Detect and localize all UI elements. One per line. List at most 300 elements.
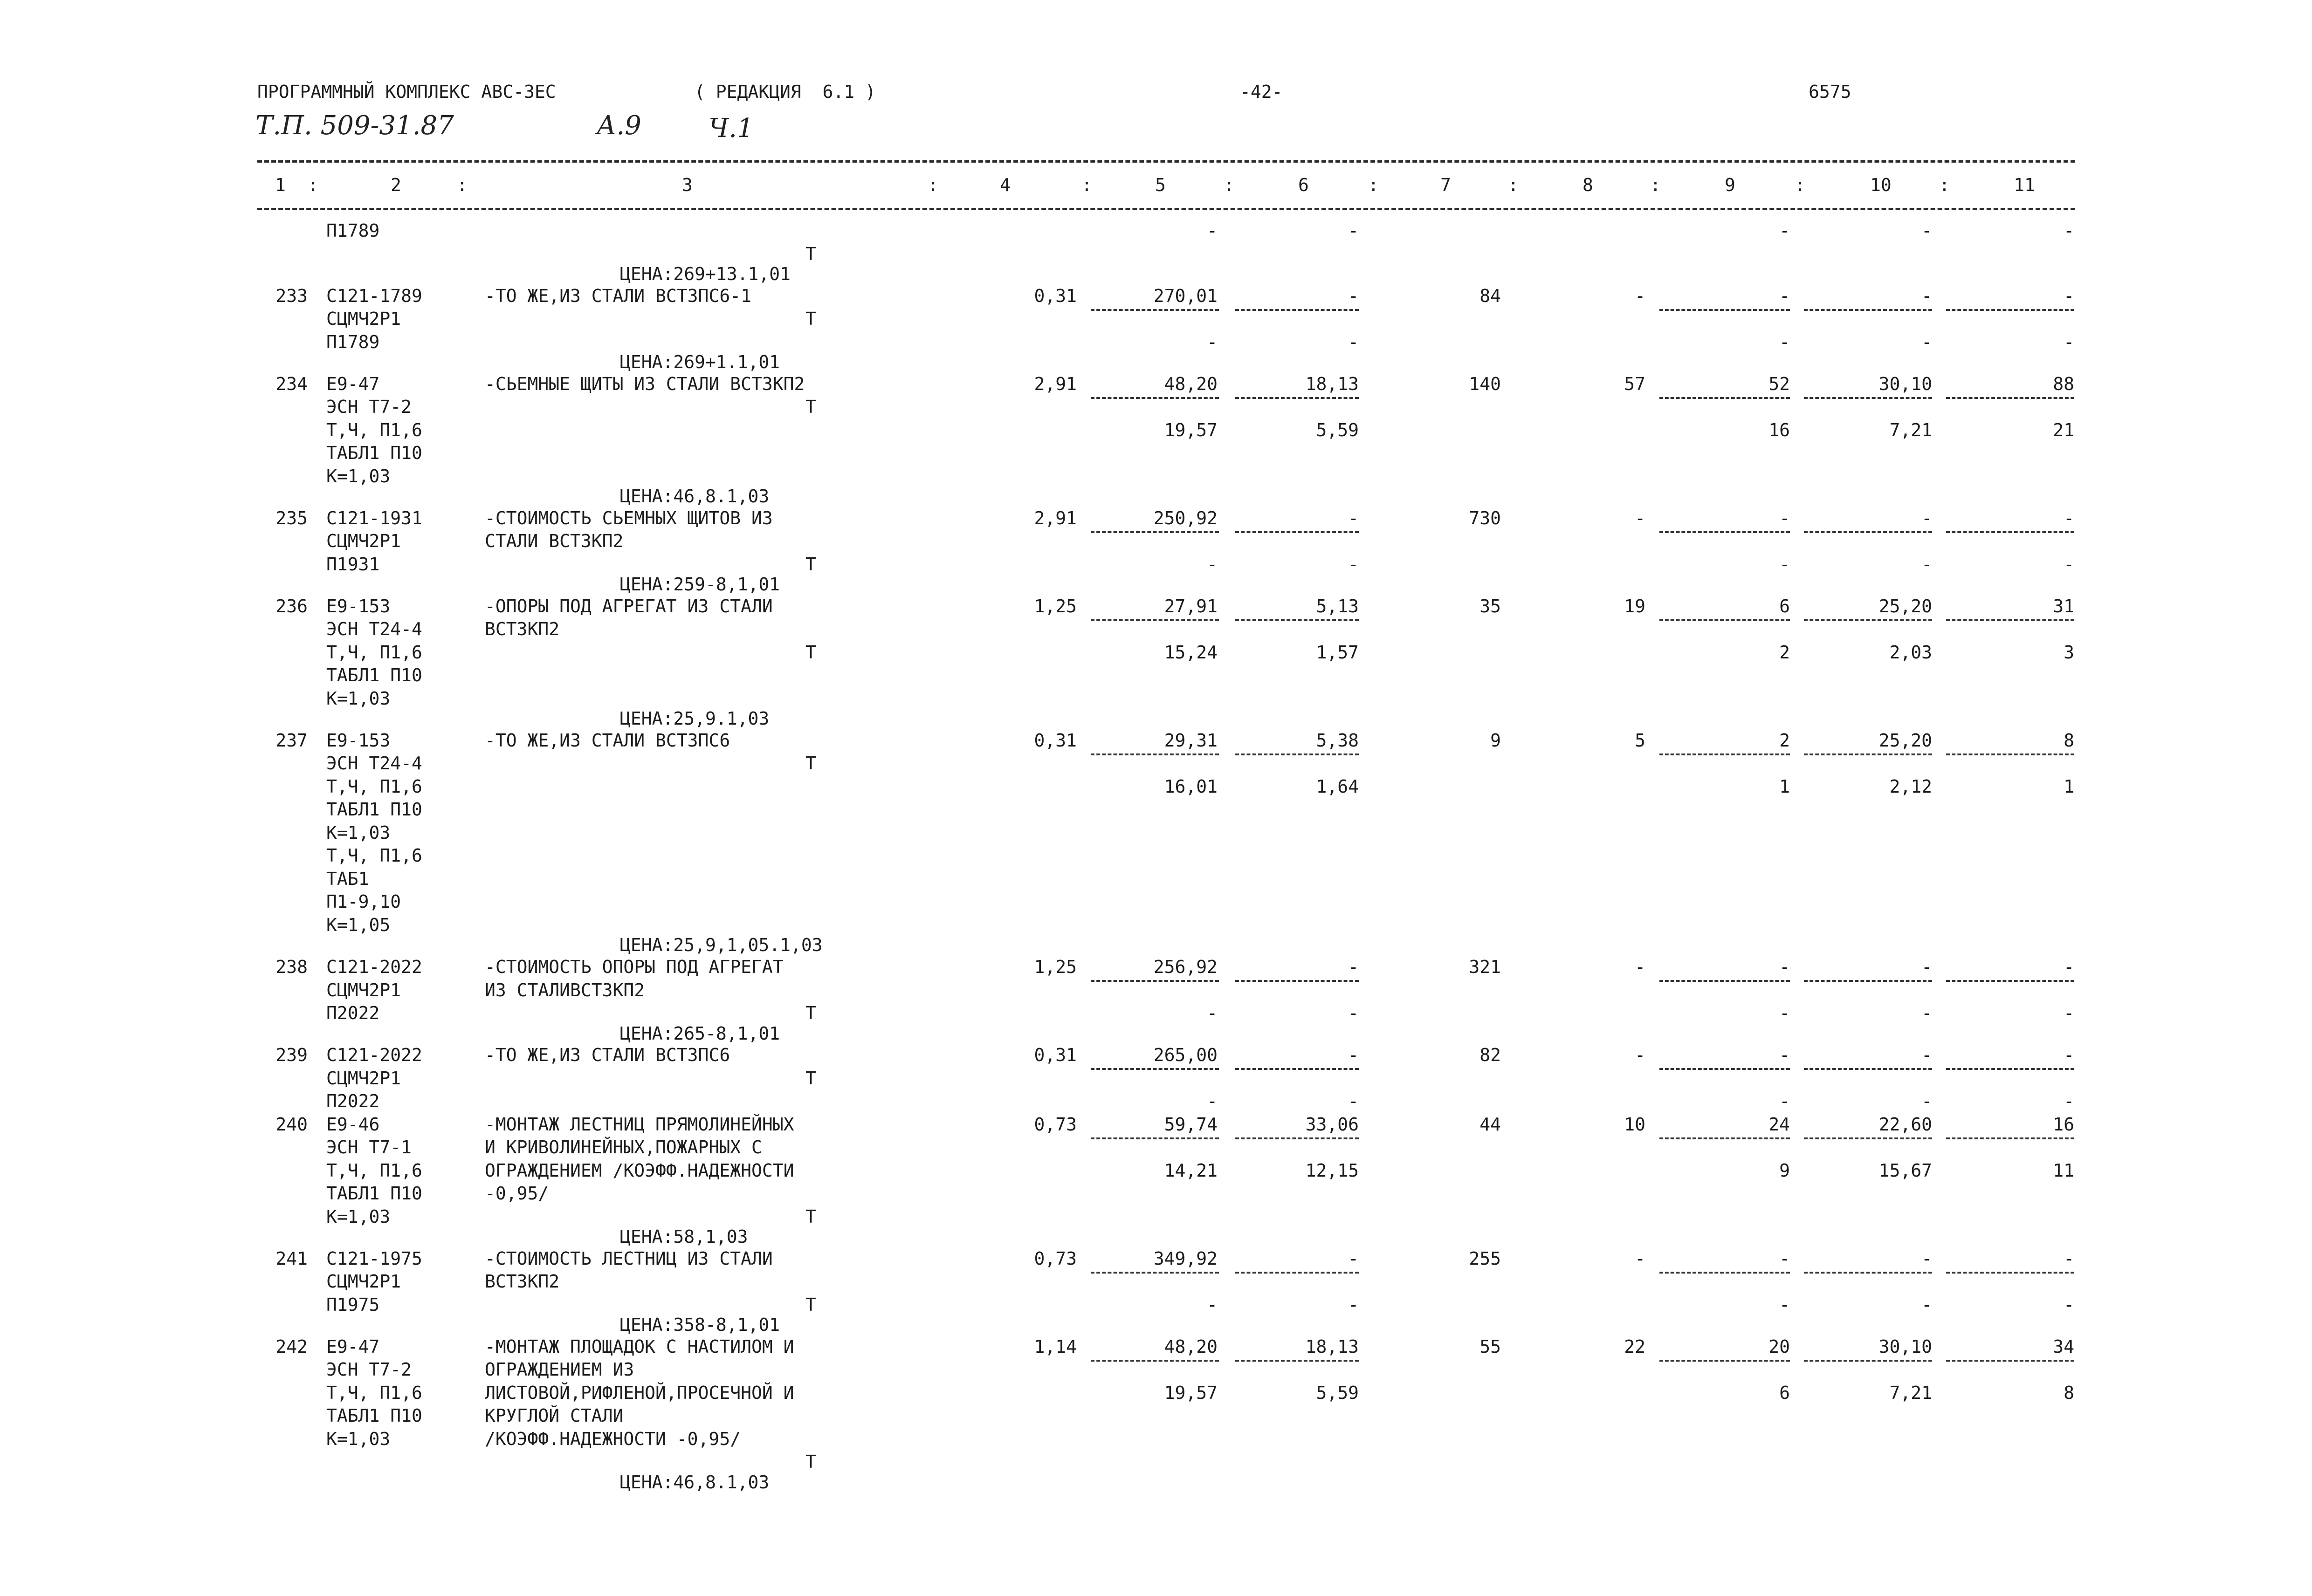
row-236-code-line: ТАБЛ1 П10: [326, 665, 422, 686]
row-234-unit-mech: 18,13: [1305, 373, 1359, 394]
row-240-labor-unit: 22,60: [1878, 1114, 1932, 1135]
row-238-labor-unit: -: [1921, 957, 1932, 978]
row-242-unit-cost: 48,20: [1164, 1336, 1218, 1357]
row-238-labor-total-mech: -: [2064, 1003, 2074, 1024]
row-233-unit-cost: 270,01: [1153, 285, 1218, 306]
row-238-description-line: ИЗ СТАЛИВСТ3КП2: [485, 980, 645, 1000]
sub-rule: [1091, 531, 1219, 533]
row-238-price-label: ЦЕНА:265-8,1,01: [620, 1023, 780, 1044]
row-234-quantity: 2,91: [1034, 373, 1077, 394]
column-header-10: 10: [1870, 175, 1892, 195]
sub-rule: [1946, 531, 2074, 533]
row-237-description-line: -ТО ЖЕ,ИЗ СТАЛИ ВСТ3ПС6: [485, 730, 730, 751]
row-238-mech-wage: -: [1779, 1003, 1790, 1024]
row-236-description-line: -ОПОРЫ ПОД АГРЕГАТ ИЗ СТАЛИ: [485, 596, 773, 616]
row-240-labor-unit-mech: 15,67: [1878, 1160, 1932, 1181]
column-separator: :: [928, 175, 938, 195]
row-238-unit-mech-wage: -: [1348, 1003, 1359, 1024]
row-241-number: 241: [275, 1248, 308, 1269]
column-separator: :: [1368, 175, 1379, 195]
sub-rule: [1659, 1137, 1790, 1139]
sub-rule: [1946, 1360, 2074, 1362]
row-239-labor-total: -: [2064, 1045, 2074, 1066]
row-242-total: 55: [1479, 1336, 1501, 1357]
row-239-total: 82: [1479, 1045, 1501, 1066]
row-240-number: 240: [275, 1114, 308, 1135]
row-233-mech-total: -: [1779, 285, 1790, 306]
column-header-1: 1: [275, 175, 286, 195]
row-238-labor-unit-mech: -: [1921, 1003, 1932, 1024]
sub-rule: [1804, 1360, 1932, 1362]
row-235-quantity: 2,91: [1034, 507, 1077, 528]
sub-rule: [1659, 531, 1790, 533]
row-240-code-line: ЭСН Т7-1: [326, 1137, 412, 1158]
row-cont-code-line: П1789: [326, 220, 380, 241]
row-240-unit-cost: 59,74: [1164, 1114, 1218, 1135]
sub-rule: [1235, 397, 1359, 399]
column-separator: :: [1224, 175, 1234, 195]
row-235-mech-wage: -: [1779, 554, 1790, 575]
row-236-code-line: К=1,03: [326, 688, 391, 709]
row-235-labor-unit: -: [1921, 507, 1932, 528]
row-235-t-marker: T: [805, 554, 816, 575]
row-233-price-label: ЦЕНА:269+1.1,01: [620, 352, 780, 373]
row-242-number: 242: [275, 1336, 308, 1357]
row-239-mech-total: -: [1779, 1045, 1790, 1066]
row-237-code-line: Т,Ч, П1,6: [326, 776, 422, 797]
row-237-mech-wage: 1: [1779, 776, 1790, 797]
sub-rule: [1235, 619, 1359, 621]
sub-rule: [1659, 309, 1790, 311]
row-cont-labor-total-mech: -: [2064, 220, 2074, 241]
row-239-code-line: С121-2022: [326, 1045, 422, 1066]
row-236-labor-total: 31: [2053, 596, 2074, 616]
row-235-price-label: ЦЕНА:259-8,1,01: [620, 574, 780, 595]
row-240-description-line: -МОНТАЖ ЛЕСТНИЦ ПРЯМОЛИНЕЙНЫХ: [485, 1114, 794, 1135]
row-233-labor-total: -: [2064, 285, 2074, 306]
row-233-code-line: С121-1789: [326, 285, 422, 306]
sub-rule: [1091, 980, 1219, 982]
row-240-code-line: ТАБЛ1 П10: [326, 1183, 422, 1204]
sub-rule: [1091, 1272, 1219, 1274]
sub-rule: [1946, 309, 2074, 311]
row-236-quantity: 1,25: [1034, 596, 1077, 616]
row-238-unit-mech: -: [1348, 957, 1359, 978]
row-236-mech-total: 6: [1779, 596, 1790, 616]
column-separator: :: [457, 175, 468, 195]
row-242-code-line: ТАБЛ1 П10: [326, 1405, 422, 1426]
sub-rule: [1091, 753, 1219, 755]
row-233-labor-unit-mech: -: [1921, 331, 1932, 352]
row-cont-mech-wage: -: [1779, 220, 1790, 241]
row-234-labor-total: 88: [2053, 373, 2074, 394]
sub-rule: [1091, 1137, 1219, 1139]
sub-rule: [1659, 619, 1790, 621]
row-240-wages: 10: [1624, 1114, 1645, 1135]
row-234-code-line: Т,Ч, П1,6: [326, 419, 422, 440]
row-236-unit-cost-wage: 15,24: [1164, 642, 1218, 663]
row-233-code-line: П1789: [326, 331, 380, 352]
row-234-unit-cost: 48,20: [1164, 373, 1218, 394]
row-234-labor-total-mech: 21: [2053, 419, 2074, 440]
sub-rule: [1235, 531, 1359, 533]
row-234-code-line: Е9-47: [326, 373, 380, 394]
row-240-mech-total: 24: [1768, 1114, 1790, 1135]
row-242-labor-total-mech: 8: [2064, 1382, 2074, 1403]
row-238-number: 238: [275, 957, 308, 978]
row-242-labor-unit-mech: 7,21: [1889, 1382, 1932, 1403]
row-240-quantity: 0,73: [1034, 1114, 1077, 1135]
row-238-quantity: 1,25: [1034, 957, 1077, 978]
row-240-code-line: К=1,03: [326, 1206, 391, 1227]
sub-rule: [1659, 1068, 1790, 1070]
row-237-unit-cost-wage: 16,01: [1164, 776, 1218, 797]
row-239-quantity: 0,31: [1034, 1045, 1077, 1066]
row-234-total: 140: [1469, 373, 1501, 394]
sub-rule: [1659, 980, 1790, 982]
row-235-description-line: -СТОИМОСТЬ СЬЕМНЫХ ЩИТОВ ИЗ: [485, 507, 773, 528]
row-237-code-line: ТАБЛ1 П10: [326, 799, 422, 820]
row-236-unit-mech-wage: 1,57: [1316, 642, 1359, 663]
column-header-6: 6: [1298, 175, 1309, 195]
row-240-total: 44: [1479, 1114, 1501, 1135]
row-241-code-line: С121-1975: [326, 1248, 422, 1269]
row-240-unit-mech-wage: 12,15: [1305, 1160, 1359, 1181]
row-233-description-line: -ТО ЖЕ,ИЗ СТАЛИ ВСТ3ПС6-1: [485, 285, 751, 306]
row-234-mech-total: 52: [1768, 373, 1790, 394]
row-237-labor-unit-mech: 2,12: [1889, 776, 1932, 797]
row-236-wages: 19: [1624, 596, 1645, 616]
row-cont-labor-unit-mech: -: [1921, 220, 1932, 241]
row-240-t-marker: T: [805, 1206, 816, 1227]
row-233-number: 233: [275, 285, 308, 306]
row-241-total: 255: [1469, 1248, 1501, 1269]
sub-rule: [1235, 1068, 1359, 1070]
row-233-wages: -: [1635, 285, 1645, 306]
sub-rule: [1804, 619, 1932, 621]
sub-rule: [1804, 397, 1932, 399]
sub-rule: [1946, 1272, 2074, 1274]
row-242-quantity: 1,14: [1034, 1336, 1077, 1357]
row-239-wages: -: [1635, 1045, 1645, 1066]
row-235-code-line: П1931: [326, 554, 380, 575]
row-241-description-line: ВСТ3КП2: [485, 1271, 560, 1292]
page-number: -42-: [1240, 82, 1283, 102]
row-241-code-line: СЦМЧ2Р1: [326, 1271, 401, 1292]
row-242-labor-unit: 30,10: [1878, 1336, 1932, 1357]
row-234-t-marker: T: [805, 397, 816, 418]
row-235-labor-total-mech: -: [2064, 554, 2074, 575]
sub-rule: [1659, 1272, 1790, 1274]
header-rule-top: [257, 160, 2075, 163]
row-236-code-line: Т,Ч, П1,6: [326, 642, 422, 663]
row-237-mech-total: 2: [1779, 730, 1790, 751]
row-236-t-marker: T: [805, 642, 816, 663]
sub-rule: [1235, 980, 1359, 982]
row-240-description-line: -0,95/: [485, 1183, 549, 1204]
row-242-mech-total: 20: [1768, 1336, 1790, 1357]
row-239-labor-unit: -: [1921, 1045, 1932, 1066]
row-235-unit-cost: 250,92: [1153, 507, 1218, 528]
row-233-labor-unit: -: [1921, 285, 1932, 306]
row-235-description-line: СТАЛИ ВСТ3КП2: [485, 531, 624, 552]
row-236-code-line: Е9-153: [326, 596, 391, 616]
column-header-8: 8: [1583, 175, 1593, 195]
row-242-code-line: Е9-47: [326, 1336, 380, 1357]
sub-rule: [1946, 397, 2074, 399]
header-rule-bottom: [257, 208, 2075, 210]
row-235-unit-cost-wage: -: [1207, 554, 1218, 575]
sub-rule: [1235, 1360, 1359, 1362]
row-238-code-line: С121-2022: [326, 957, 422, 978]
row-237-code-line: К=1,05: [326, 914, 391, 935]
row-cont-price-label: ЦЕНА:269+13.1,01: [620, 264, 791, 284]
row-240-description-line: И КРИВОЛИНЕЙНЫХ,ПОЖАРНЫХ С: [485, 1137, 762, 1158]
row-241-description-line: -СТОИМОСТЬ ЛЕСТНИЦ ИЗ СТАЛИ: [485, 1248, 773, 1269]
sub-rule: [1946, 753, 2074, 755]
sub-rule: [1804, 1272, 1932, 1274]
row-234-code-line: ЭСН Т7-2: [326, 397, 412, 418]
row-235-wages: -: [1635, 507, 1645, 528]
column-separator: :: [308, 175, 318, 195]
row-237-code-line: Е9-153: [326, 730, 391, 751]
sub-rule: [1804, 1068, 1932, 1070]
row-237-quantity: 0,31: [1034, 730, 1077, 751]
sub-rule: [1091, 397, 1219, 399]
sub-rule: [1659, 753, 1790, 755]
row-233-total: 84: [1479, 285, 1501, 306]
column-header-9: 9: [1725, 175, 1735, 195]
row-241-unit-mech: -: [1348, 1248, 1359, 1269]
row-238-t-marker: T: [805, 1003, 816, 1024]
row-234-mech-wage: 16: [1768, 419, 1790, 440]
row-237-code-line: Т,Ч, П1,6: [326, 845, 422, 866]
row-241-price-label: ЦЕНА:358-8,1,01: [620, 1315, 780, 1336]
row-236-labor-unit-mech: 2,03: [1889, 642, 1932, 663]
row-240-price-label: ЦЕНА:58,1,03: [620, 1226, 748, 1247]
row-241-unit-cost: 349,92: [1153, 1248, 1218, 1269]
row-240-unit-cost-wage: 14,21: [1164, 1160, 1218, 1181]
row-241-mech-wage: -: [1779, 1294, 1790, 1315]
row-cont-unit-mech-wage: -: [1348, 220, 1359, 241]
row-235-total: 730: [1469, 507, 1501, 528]
row-236-description-line: ВСТ3КП2: [485, 619, 560, 640]
row-240-code-line: Т,Ч, П1,6: [326, 1160, 422, 1181]
handwritten-album: А.9: [597, 110, 641, 141]
row-cont-t-marker: T: [805, 243, 816, 264]
row-235-unit-mech: -: [1348, 507, 1359, 528]
sub-rule: [1091, 1360, 1219, 1362]
row-238-labor-total: -: [2064, 957, 2074, 978]
sub-rule: [1804, 980, 1932, 982]
row-237-unit-mech: 5,38: [1316, 730, 1359, 751]
sub-rule: [1804, 309, 1932, 311]
row-241-unit-mech-wage: -: [1348, 1294, 1359, 1315]
column-separator: :: [1939, 175, 1950, 195]
row-241-labor-total: -: [2064, 1248, 2074, 1269]
row-237-wages: 5: [1635, 730, 1645, 751]
row-233-mech-wage: -: [1779, 331, 1790, 352]
row-240-labor-total: 16: [2053, 1114, 2074, 1135]
row-233-unit-mech: -: [1348, 285, 1359, 306]
row-234-code-line: ТАБЛ1 П10: [326, 443, 422, 464]
row-237-labor-total-mech: 1: [2064, 776, 2074, 797]
row-241-mech-total: -: [1779, 1248, 1790, 1269]
row-238-unit-cost: 256,92: [1153, 957, 1218, 978]
sub-rule: [1091, 619, 1219, 621]
column-separator: :: [1795, 175, 1805, 195]
row-242-t-marker: T: [805, 1452, 816, 1473]
column-header-4: 4: [1000, 175, 1011, 195]
row-236-labor-unit: 25,20: [1878, 596, 1932, 616]
row-242-wages: 22: [1624, 1336, 1645, 1357]
row-238-unit-cost-wage: -: [1207, 1003, 1218, 1024]
row-237-code-line: ТАБ1: [326, 868, 369, 889]
row-241-labor-unit-mech: -: [1921, 1294, 1932, 1315]
row-239-labor-total-mech: -: [2064, 1091, 2074, 1112]
edition-label: ( РЕДАКЦИЯ 6.1 ): [695, 82, 876, 102]
row-235-labor-unit-mech: -: [1921, 554, 1932, 575]
row-242-description-line: ОГРАЖДЕНИЕМ ИЗ: [485, 1359, 634, 1380]
row-238-wages: -: [1635, 957, 1645, 978]
row-237-labor-unit: 25,20: [1878, 730, 1932, 751]
column-header-11: 11: [2014, 175, 2035, 195]
column-header-2: 2: [391, 175, 401, 195]
sub-rule: [1659, 397, 1790, 399]
row-237-code-line: К=1,03: [326, 822, 391, 843]
row-233-code-line: СЦМЧ2Р1: [326, 308, 401, 329]
sub-rule: [1946, 1137, 2074, 1139]
row-242-code-line: К=1,03: [326, 1428, 391, 1449]
row-240-unit-mech: 33,06: [1305, 1114, 1359, 1135]
row-239-unit-cost: 265,00: [1153, 1045, 1218, 1066]
sub-rule: [1235, 309, 1359, 311]
row-237-total: 9: [1490, 730, 1501, 751]
row-237-unit-cost: 29,31: [1164, 730, 1218, 751]
row-233-quantity: 0,31: [1034, 285, 1077, 306]
row-237-price-label: ЦЕНА:25,9,1,05.1,03: [620, 935, 823, 956]
row-234-number: 234: [275, 373, 308, 394]
sub-rule: [1946, 619, 2074, 621]
row-242-labor-total: 34: [2053, 1336, 2074, 1357]
column-header-5: 5: [1155, 175, 1166, 195]
row-241-quantity: 0,73: [1034, 1248, 1077, 1269]
row-235-number: 235: [275, 507, 308, 528]
row-236-unit-cost: 27,91: [1164, 596, 1218, 616]
row-242-unit-cost-wage: 19,57: [1164, 1382, 1218, 1403]
sub-rule: [1946, 1068, 2074, 1070]
row-241-code-line: П1975: [326, 1294, 380, 1315]
column-separator: :: [1508, 175, 1519, 195]
row-236-mech-wage: 2: [1779, 642, 1790, 663]
row-234-code-line: К=1,03: [326, 466, 391, 486]
row-241-labor-total-mech: -: [2064, 1294, 2074, 1315]
row-235-code-line: СЦМЧ2Р1: [326, 531, 401, 552]
row-238-total: 321: [1469, 957, 1501, 978]
column-header-3: 3: [682, 175, 693, 195]
row-242-unit-mech: 18,13: [1305, 1336, 1359, 1357]
row-233-t-marker: T: [805, 308, 816, 329]
row-242-mech-wage: 6: [1779, 1382, 1790, 1403]
row-239-mech-wage: -: [1779, 1091, 1790, 1112]
row-233-labor-total-mech: -: [2064, 331, 2074, 352]
row-239-description-line: -ТО ЖЕ,ИЗ СТАЛИ ВСТ3ПС6: [485, 1045, 730, 1066]
row-242-unit-mech-wage: 5,59: [1316, 1382, 1359, 1403]
row-236-code-line: ЭСН Т24-4: [326, 619, 422, 640]
row-239-code-line: СЦМЧ2Р1: [326, 1068, 401, 1089]
program-title: ПРОГРАММНЫЙ КОМПЛЕКС АВС-3ЕС: [257, 82, 556, 102]
row-234-labor-unit: 30,10: [1878, 373, 1932, 394]
row-241-unit-cost-wage: -: [1207, 1294, 1218, 1315]
row-239-unit-mech-wage: -: [1348, 1091, 1359, 1112]
sub-rule: [1804, 531, 1932, 533]
sub-rule: [1804, 1137, 1932, 1139]
row-239-unit-mech: -: [1348, 1045, 1359, 1066]
sub-rule: [1659, 1360, 1790, 1362]
sub-rule: [1946, 980, 2074, 982]
row-237-labor-total: 8: [2064, 730, 2074, 751]
row-237-t-marker: T: [805, 753, 816, 774]
row-242-code-line: ЭСН Т7-2: [326, 1359, 412, 1380]
row-237-unit-mech-wage: 1,64: [1316, 776, 1359, 797]
row-235-code-line: С121-1931: [326, 507, 422, 528]
row-237-number: 237: [275, 730, 308, 751]
row-241-wages: -: [1635, 1248, 1645, 1269]
sub-rule: [1804, 753, 1932, 755]
row-234-wages: 57: [1624, 373, 1645, 394]
sub-rule: [1091, 309, 1219, 311]
handwritten-tp-number: Т.П. 509-31.87: [255, 110, 454, 141]
row-242-price-label: ЦЕНА:46,8.1,03: [620, 1472, 770, 1493]
column-separator: :: [1081, 175, 1092, 195]
row-239-number: 239: [275, 1045, 308, 1066]
sheet-code: 6575: [1809, 82, 1851, 102]
row-239-t-marker: T: [805, 1068, 816, 1089]
sub-rule: [1235, 753, 1359, 755]
row-238-description-line: -СТОИМОСТЬ ОПОРЫ ПОД АГРЕГАТ: [485, 957, 784, 978]
row-233-unit-cost-wage: -: [1207, 331, 1218, 352]
row-234-unit-mech-wage: 5,59: [1316, 419, 1359, 440]
sub-rule: [1235, 1137, 1359, 1139]
row-242-code-line: Т,Ч, П1,6: [326, 1382, 422, 1403]
row-241-t-marker: T: [805, 1294, 816, 1315]
row-236-number: 236: [275, 596, 308, 616]
row-235-unit-mech-wage: -: [1348, 554, 1359, 575]
column-header-7: 7: [1440, 175, 1451, 195]
row-239-unit-cost-wage: -: [1207, 1091, 1218, 1112]
row-235-labor-total: -: [2064, 507, 2074, 528]
row-236-total: 35: [1479, 596, 1501, 616]
row-239-code-line: П2022: [326, 1091, 380, 1112]
row-241-labor-unit: -: [1921, 1248, 1932, 1269]
row-240-mech-wage: 9: [1779, 1160, 1790, 1181]
row-235-mech-total: -: [1779, 507, 1790, 528]
column-separator: :: [1650, 175, 1661, 195]
row-240-labor-total-mech: 11: [2053, 1160, 2074, 1181]
row-cont-unit-cost-wage: -: [1207, 220, 1218, 241]
row-233-unit-mech-wage: -: [1348, 331, 1359, 352]
row-239-labor-unit-mech: -: [1921, 1091, 1932, 1112]
row-234-price-label: ЦЕНА:46,8.1,03: [620, 486, 770, 507]
row-234-unit-cost-wage: 19,57: [1164, 419, 1218, 440]
row-237-code-line: П1-9,10: [326, 891, 401, 912]
sub-rule: [1091, 1068, 1219, 1070]
handwritten-part: Ч.1: [709, 113, 754, 144]
row-236-price-label: ЦЕНА:25,9.1,03: [620, 708, 770, 729]
sub-rule: [1235, 1272, 1359, 1274]
row-238-code-line: П2022: [326, 1003, 380, 1024]
row-242-description-line: КРУГЛОЙ СТАЛИ: [485, 1405, 624, 1426]
